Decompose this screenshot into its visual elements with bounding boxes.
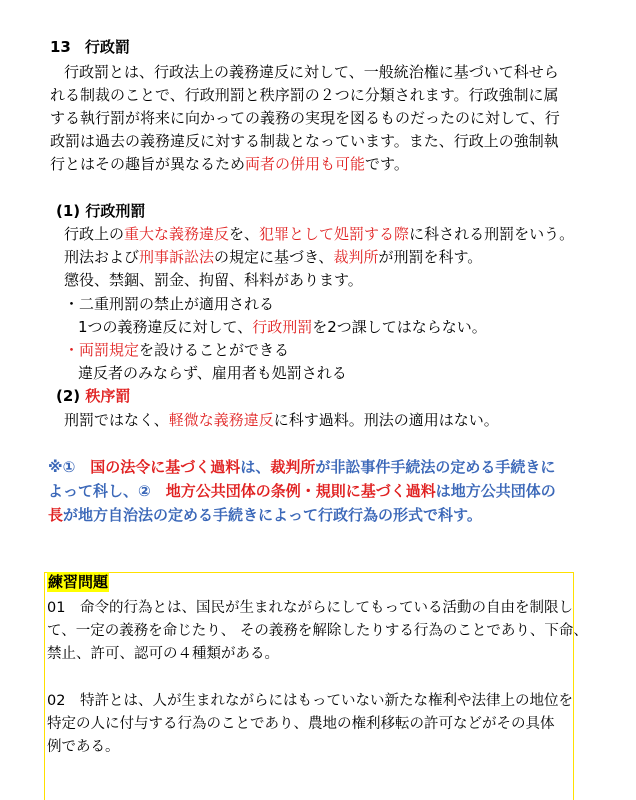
intro-text: 行とはその趣旨が異なるため bbox=[50, 155, 246, 173]
text: に科される刑罰をいう。 bbox=[409, 225, 575, 243]
highlight-text: 裁判所 bbox=[270, 458, 316, 476]
intro-highlight: 両者の併用も可能 bbox=[245, 155, 366, 173]
section2-title-text: 秩序罰 bbox=[85, 387, 131, 405]
intro-text: です。 bbox=[365, 155, 409, 173]
section-heading bbox=[50, 36, 130, 58]
question-2-line-2: 特定の人に付与する行為のことであり、農地の権利移転の許可などがその具体 bbox=[47, 716, 555, 732]
note-text: が地方自治法の定める手続きによって行政行為の形式で科す。 bbox=[63, 506, 482, 524]
heading-number: 13 bbox=[50, 38, 71, 56]
heading-title: 行政罰 bbox=[84, 38, 130, 56]
highlight-text: 刑事訴訟法 bbox=[139, 248, 215, 266]
note-text: が非訟事件手続法の定める手続きに bbox=[315, 458, 556, 476]
note-line-1 bbox=[48, 456, 555, 478]
question-1-line-3: 禁止、許可、認可の４種類がある。 bbox=[47, 646, 279, 662]
bullet-mark: ・ bbox=[64, 341, 80, 359]
highlight-text: 国の法令に基づく過料 bbox=[90, 458, 241, 476]
text: を、 bbox=[229, 225, 260, 243]
highlight-text: 軽微な義務違反 bbox=[168, 411, 274, 429]
text: を設けることができる bbox=[139, 341, 290, 359]
text: の規定に基づき、 bbox=[214, 248, 334, 266]
text: 行政上の bbox=[64, 225, 125, 243]
intro-line-2: れる制裁のことで、行政刑罰と秩序罰の２つに分類されます。行政強制に属 bbox=[50, 86, 559, 104]
section1-bullet-1: ・二重刑罰の禁止が適用される bbox=[64, 295, 275, 313]
intro-line-4: 政罰は過去の義務違反に対する制裁となっています。また、行政上の強制執 bbox=[50, 132, 559, 150]
note-text: は、 bbox=[240, 458, 271, 476]
note-text: は地方公共団体の bbox=[435, 482, 556, 500]
intro-line-1: 行政罰とは、行政法上の義務違反に対して、一般統治権に基づいて科せら bbox=[64, 63, 559, 81]
section2-para bbox=[64, 409, 499, 431]
section1-para-3: 懲役、禁錮、罰金、拘留、科料があります。 bbox=[64, 271, 363, 289]
section1-para-1 bbox=[64, 223, 574, 245]
highlight-text: 地方公共団体の条例・規則に基づく過料 bbox=[165, 482, 436, 500]
note-text: よって科し、② bbox=[48, 482, 166, 500]
highlight-text: 重大な義務違反 bbox=[124, 225, 230, 243]
section2-title bbox=[56, 385, 130, 407]
intro-line-5 bbox=[50, 153, 409, 175]
text: 刑法および bbox=[64, 248, 140, 266]
text: 刑罰ではなく、 bbox=[64, 411, 169, 429]
question-2-line-1: 02 特許とは、人が生まれながらにはもっていない新たな権利や法律上の地位を bbox=[47, 693, 573, 709]
text: を2つ課してはならない。 bbox=[312, 318, 487, 336]
highlight-text: 行政刑罰 bbox=[252, 318, 313, 336]
question-1-line-1: 01 命令的行為とは、国民が生まれながらにしてもっている活動の自由を制限し bbox=[47, 600, 573, 616]
section1-bullet-1-sub bbox=[78, 316, 487, 338]
text: に科す過料。刑法の適用はない。 bbox=[273, 411, 499, 429]
highlight-text: 長 bbox=[48, 506, 64, 524]
practice-title: 練習問題 bbox=[48, 573, 109, 591]
highlight-text: 犯罪として処罰する際 bbox=[259, 225, 410, 243]
section1-bullet-2 bbox=[64, 339, 289, 361]
section2-number: (2) bbox=[56, 387, 86, 405]
intro-line-3: する執行罰が将来に向かっての義務の実現を図るものだったのに対して、行 bbox=[50, 109, 560, 127]
question-2-line-3: 例である。 bbox=[47, 739, 120, 755]
section1-title: (1) 行政刑罰 bbox=[56, 202, 146, 220]
question-1-line-2: て、一定の義務を命じたり、 その義務を解除したりする行為のことであり、下命、 bbox=[47, 623, 588, 639]
highlight-text: 裁判所 bbox=[333, 248, 379, 266]
section1-para-2 bbox=[64, 246, 482, 268]
note-marker: ※① bbox=[48, 458, 91, 476]
text: が刑罰を科す。 bbox=[378, 248, 483, 266]
note-line-2 bbox=[48, 480, 556, 502]
text: 1つの義務違反に対して、 bbox=[78, 318, 253, 336]
section1-bullet-2-sub: 違反者のみならず、雇用者も処罰される bbox=[78, 364, 347, 382]
highlight-text: 両罰規定 bbox=[79, 341, 140, 359]
note-line-3 bbox=[48, 504, 482, 526]
